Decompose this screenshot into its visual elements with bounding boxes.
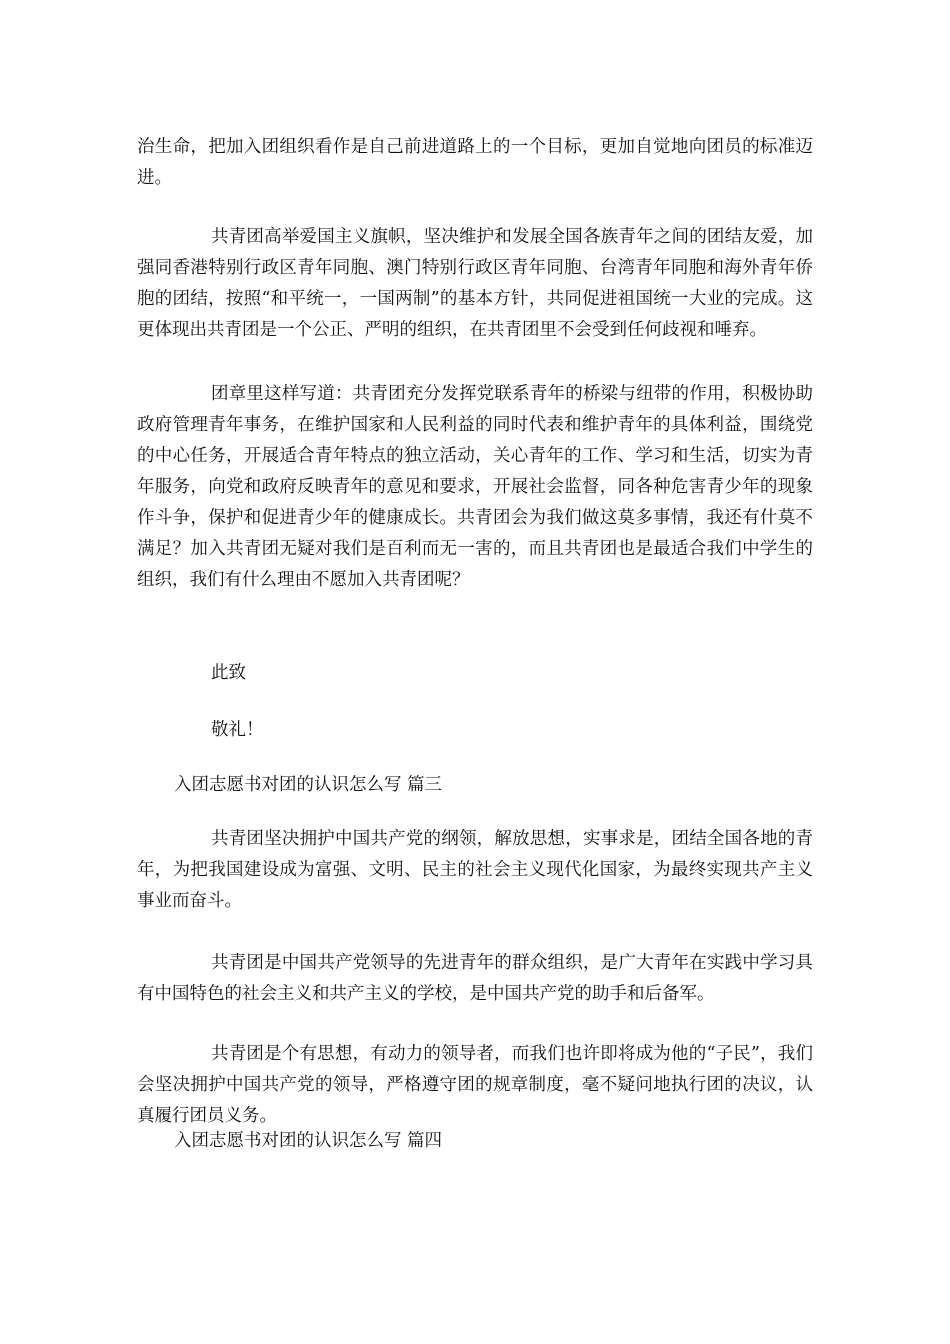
section-heading-part-three: 入团志愿书对团的认识怎么写 篇三: [174, 775, 443, 795]
paragraph-charter: 团章里这样写道：共青团充分发挥党联系青年的桥梁与纽带的作用，积极协助政府管理青年事务，在维护国家和人民利益的同时代表和维护青年的具体利益，围绕党的中心任务，开展适合青年特点的独立活动，关心青年的工作、学习和生活，切实为青年服务，向党和政府反映青年的意见和要求，开展社会监督，同各种危害青少年的现象作斗争，保护和促进青少年的健康成长。共青团会为我们做这莫多事情，我还有什莫不满足？加入共青团无疑对我们是百利而无一害的，而且共青团也是最适合我们中学生的组织，我们有什么理由不愿加入共青团呢？: [137, 384, 813, 590]
paragraph-youth-organization: 共青团是中国共产党领导的先进青年的群众组织，是广大青年在实践中学习具有中国特色的社会主义和共产主义的学校，是中国共产党的助手和后备军。: [137, 953, 813, 1004]
paragraph-support-program: 共青团坚决拥护中国共产党的纲领，解放思想，实事求是，团结全国各地的青年，为把我国建设成为富强、文明、民主的社会主义现代化国家，为最终实现共产主义事业而奋斗。: [137, 829, 813, 911]
paragraph-continuation: 治生命，把加入团组织看作是自己前进道路上的一个目标，更加自觉地向团员的标准迈进。: [137, 137, 813, 188]
paragraph-leadership: 共青团是个有思想，有动力的领导者，而我们也许即将成为他的“子民”，我们会坚决拥护中国共产党的领导，严格遵守团的规章制度，毫不疑问地执行团的决议，认真履行团员义务。: [137, 1044, 813, 1126]
section-heading-part-four: 入团志愿书对团的认识怎么写 篇四: [174, 1131, 443, 1151]
paragraph-patriotism: 共青团高举爱国主义旗帜，坚决维护和发展全国各族青年之间的团结友爱，加强同香港特别行政区青年同胞、澳门特别行政区青年同胞、台湾青年同胞和海外青年侨胞的团结，按照“和平统一，一国两制”的基本方针，共同促进祖国统一大业的完成。这更体现出共青团是一个公正、严明的组织，在共青团里不会受到任何歧视和唾弃。: [137, 227, 813, 340]
closing-salutation: 此致: [211, 663, 246, 683]
closing-regards: 敬礼！: [211, 720, 264, 740]
